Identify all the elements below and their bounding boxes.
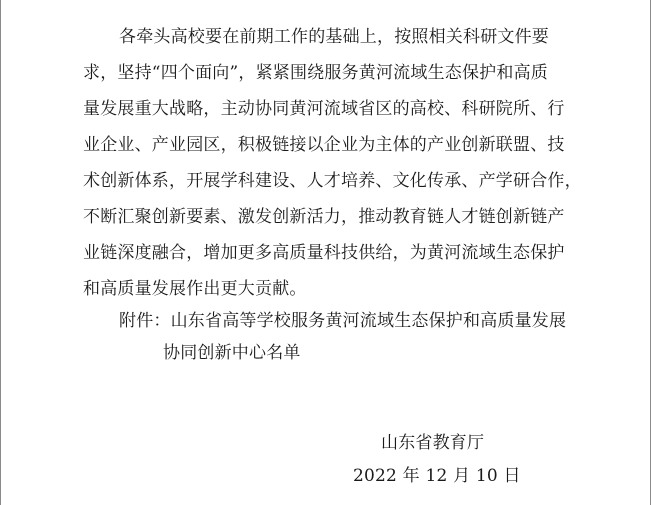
attachment-line-2: 协同创新中心名单 — [163, 343, 301, 363]
page-left-edge — [0, 0, 1, 505]
issuer-name: 山东省教育厅 — [381, 433, 485, 453]
body-line-5: 术创新体系，开展学科建设、人才培养、文化传承、产学研合作， — [83, 171, 582, 191]
body-line-6: 不断汇聚创新要素、激发创新活力，推动教育链人才链创新链产 — [83, 207, 565, 227]
body-line-3: 量发展重大战略，主动协同黄河流域省区的高校、科研院所、行 — [83, 99, 565, 119]
body-line-2: 求，坚持“四个面向”，紧紧围绕服务黄河流域生态保护和高质 — [83, 63, 548, 83]
body-line-4: 业企业、产业园区，积极链接以企业为主体的产业创新联盟、技 — [83, 135, 565, 155]
body-line-1: 各牵头高校要在前期工作的基础上，按照相关科研文件要 — [119, 27, 549, 47]
body-line-7: 业链深度融合，增加更多高质量科技供给，为黄河流域生态保护 — [83, 243, 565, 263]
attachment-line-1: 附件：山东省高等学校服务黄河流域生态保护和高质量发展 — [119, 311, 567, 331]
body-line-8: 和高质量发展作出更大贡献。 — [83, 279, 307, 299]
issue-date: 2022 年 12 月 10 日 — [353, 466, 521, 486]
